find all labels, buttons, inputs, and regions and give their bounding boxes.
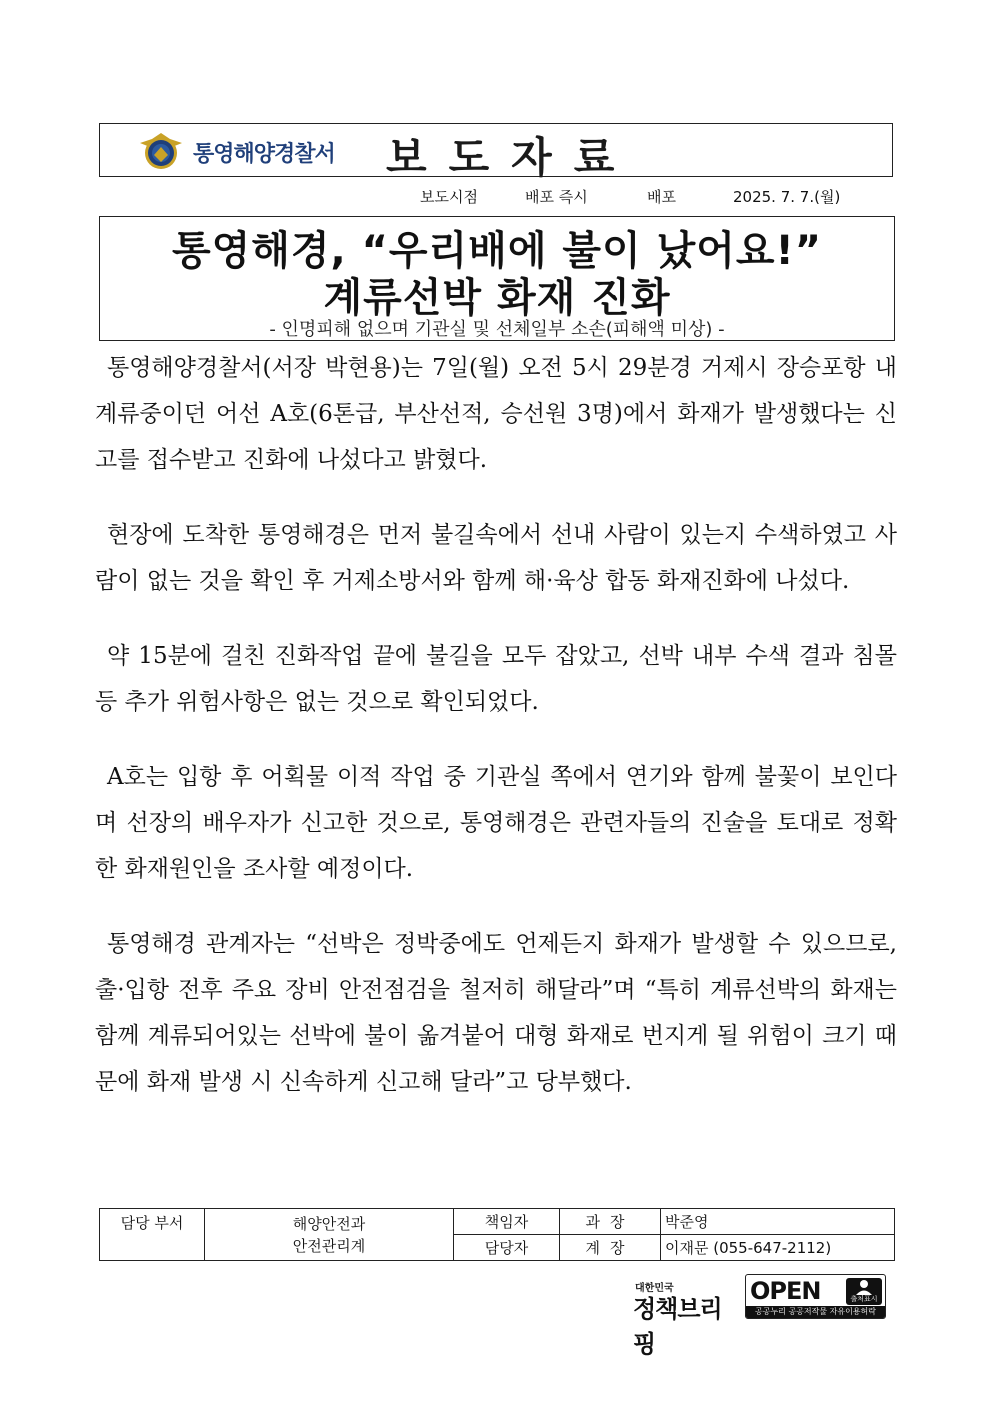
headline-subtitle: - 인명피해 없으며 기관실 및 선체일부 소손(피해액 미상) -	[269, 319, 725, 340]
briefing-country: 대한민국	[635, 1283, 674, 1294]
org-name: 통영해양경찰서	[193, 142, 335, 167]
role-cell: 책임자	[454, 1209, 560, 1235]
coast-guard-emblem-icon	[138, 129, 184, 173]
paragraph: 통영해경 관계자는 “선박은 정박중에도 언제든지 화재가 발생할 수 있으므로, 출·입항 전후 주요 장비 안전점검을 철저히 해달라”며 “특히 계류선박의 화재는 함께 계류되어있는 선박에 불이 옮겨붙어 대형 화재로 번지게 될 위험이 크기 때문에 화재 발생 시 신속하게 신고해 달라”고 당부했다.	[95, 931, 897, 1095]
role-cell: 담당자	[454, 1235, 560, 1261]
headline-line2: 계류선박 화재 진화	[323, 275, 671, 321]
dept-name: 해양안전과	[292, 1214, 366, 1233]
attribution-person-icon	[846, 1278, 882, 1305]
paragraph: A호는 입항 후 어획물 이적 작업 중 기관실 쪽에서 연기와 함께 불꽃이 보인다며 선장의 배우자가 신고한 것으로, 통영해경은 관련자들의 진술을 토대로 정확한 화재원인을 조사할 예정이다.	[95, 764, 897, 882]
title-cell: 과장	[560, 1209, 661, 1235]
attribution-label: 출처표시	[850, 1295, 878, 1303]
release-label: 보도시점	[420, 188, 478, 206]
title-cell: 계장	[560, 1235, 661, 1261]
kogl-open-badge	[745, 1274, 886, 1319]
open-license-text: 공공누리 공공저작물 자유이용허락	[746, 1306, 885, 1318]
policy-briefing-logo	[633, 1279, 735, 1358]
team-name: 안전관리계	[292, 1236, 366, 1255]
dept-team	[205, 1209, 454, 1261]
release-info	[420, 186, 840, 207]
name-cell: 박준영	[661, 1209, 895, 1235]
paragraph: 현장에 도착한 통영해경은 먼저 불길속에서 선내 사람이 있는지 수색하였고 사람이 없는 것을 확인 후 거제소방서와 함께 해·육상 합동 화재진화에 나섰다.	[95, 522, 897, 594]
release-date: 2025. 7. 7.(월)	[733, 188, 841, 206]
release-timing: 배포 즉시	[525, 188, 588, 206]
dept-label: 담당 부서	[100, 1209, 205, 1261]
header-box	[99, 123, 893, 182]
distribution-label: 배포	[647, 188, 676, 206]
briefing-name: 정책브리핑	[633, 1295, 722, 1358]
article-body	[95, 345, 897, 1134]
contact-table	[99, 1208, 895, 1261]
name-cell: 이재문 (055-647-2112)	[661, 1235, 895, 1261]
headline-line1: 통영해경, “우리배에 불이 났어요!”	[171, 228, 823, 274]
paragraph: 약 15분에 걸친 진화작업 끝에 불길을 모두 잡았고, 선박 내부 수색 결과 침몰 등 추가 위험사항은 없는 것으로 확인되었다.	[95, 643, 897, 715]
paragraph: 통영해양경찰서(서장 박현용)는 7일(월) 오전 5시 29분경 거제시 장승포항 내 계류중이던 어선 A호(6톤급, 부산선적, 승선원 3명)에서 화재가 발생했다는 신고를 접수받고 진화에 나섰다고 밝혔다.	[95, 355, 897, 473]
open-text: OPEN	[750, 1277, 821, 1305]
press-release-title: 보도자료	[386, 133, 637, 182]
headline-box	[99, 216, 895, 341]
